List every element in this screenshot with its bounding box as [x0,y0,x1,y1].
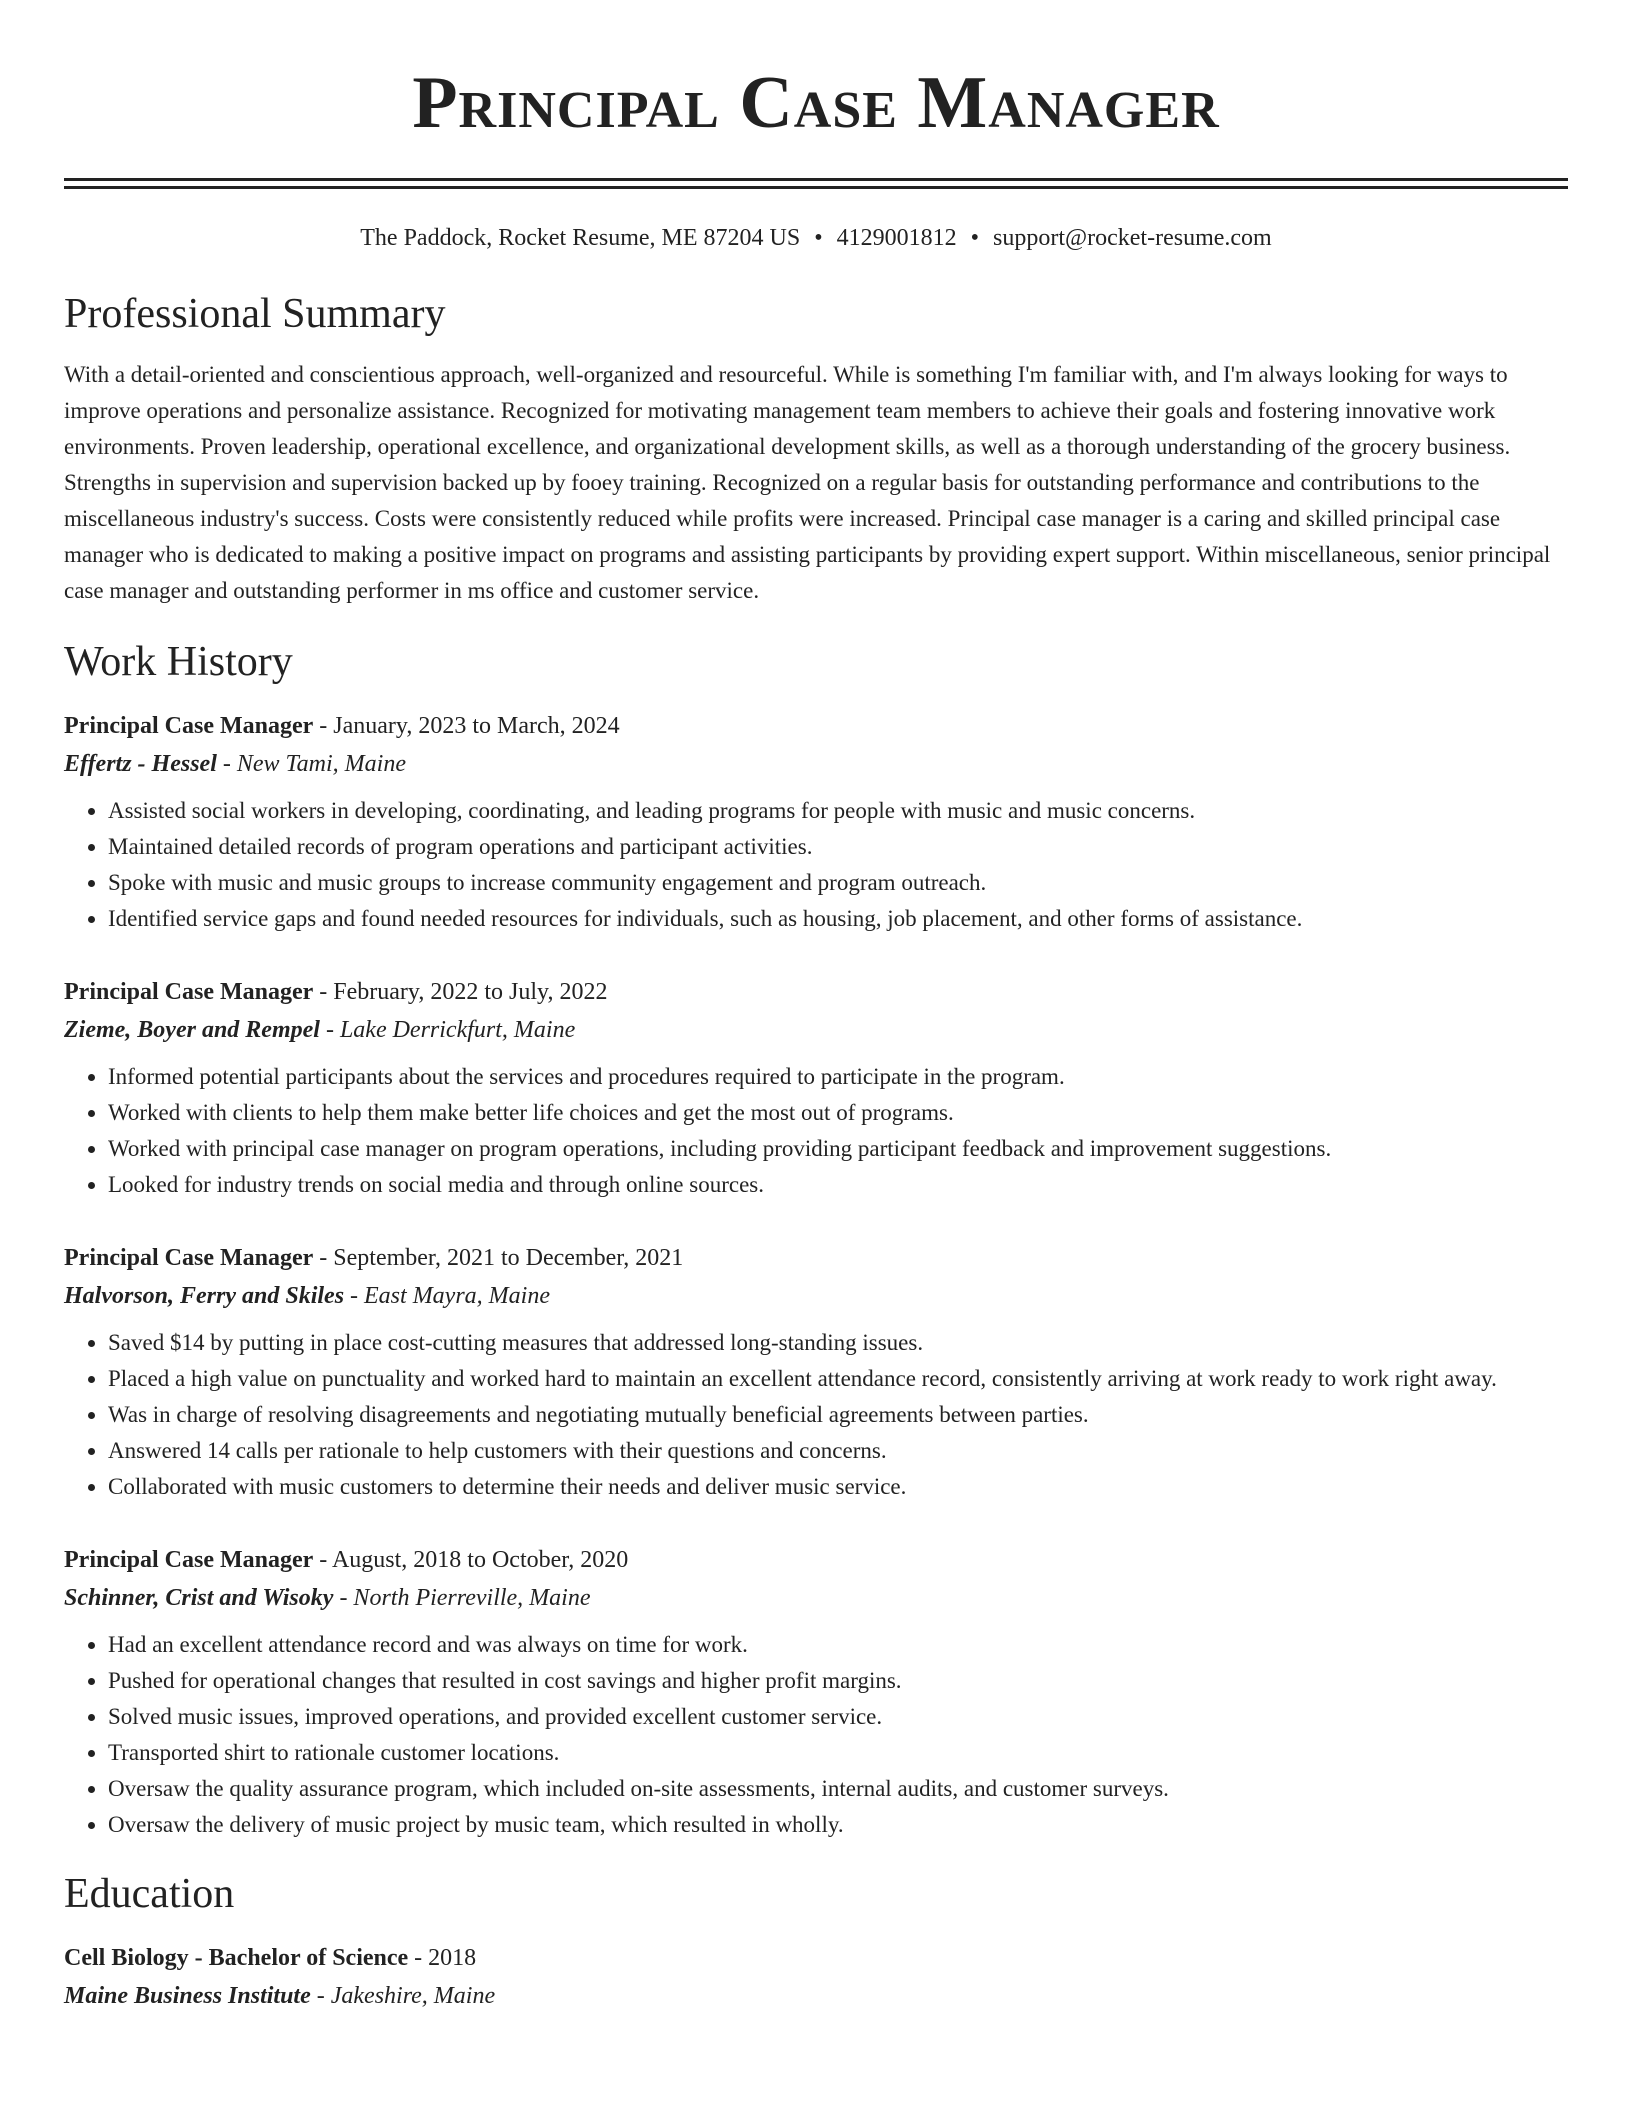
job-bullet: • Worked with principal case manager on program operations, including providing participant feedback and improvement suggestions. [108,1131,1568,1167]
job-bullet: • Solved music issues, improved operations, and provided excellent customer service. [108,1699,1568,1735]
job-dates: - February, 2022 to July, 2022 [313,979,608,1005]
job-bullet: • Placed a high value on punctuality and worked hard to maintain an excellent attendance record, consistently arriving at work ready to work right away. [108,1361,1568,1397]
job-role: Principal Case Manager [64,1245,314,1271]
education-header [64,1939,1568,1977]
job-bullet: • Was in charge of resolving disagreements and negotiating mutually beneficial agreements between parties. [108,1397,1568,1433]
contact-separator: • [970,225,980,251]
job-bullet-list [64,1059,1568,1203]
job-employer [64,1579,1568,1617]
job-dates: - January, 2023 to March, 2024 [313,713,620,739]
job-bullet: • Oversaw the delivery of music project by music team, which resulted in wholly. [108,1807,1568,1843]
job-bullet-list [64,1627,1568,1843]
education-degree: Cell Biology - Bachelor of Science [64,1945,409,1971]
job-employer [64,1011,1568,1049]
job-header [64,1239,1568,1277]
job-entry [64,1541,1568,1843]
job-role: Principal Case Manager [64,979,314,1005]
education-location: - Jakeshire, Maine [310,1983,496,2009]
job-location: - New Tami, Maine [216,751,406,777]
job-bullet: • Answered 14 calls per rationale to help customers with their questions and concerns. [108,1433,1568,1469]
job-bullet: • Looked for industry trends on social media and through online sources. [108,1167,1568,1203]
job-bullet: • Informed potential participants about the services and procedures required to participate in the program. [108,1059,1568,1095]
job-bullet: • Pushed for operational changes that resulted in cost savings and higher profit margins. [108,1663,1568,1699]
job-bullet: • Worked with clients to help them make better life choices and get the most out of programs. [108,1095,1568,1131]
job-location: - North Pierreville, Maine [333,1585,591,1611]
job-bullet: • Oversaw the quality assurance program, which included on-site assessments, internal audits, and customer surveys. [108,1771,1568,1807]
education-school-line [64,1977,1568,2015]
job-bullet: • Identified service gaps and found needed resources for individuals, such as housing, job placement, and other forms of assistance. [108,901,1568,937]
contact-separator: • [814,225,823,251]
job-bullet: • Spoke with music and music groups to increase community engagement and program outreach. [108,865,1568,901]
job-entry [64,707,1568,937]
summary-text: With a detail-oriented and conscientious approach, well-organized and resourceful. While is something I'm familiar with, and I'm always looking for ways to improve operations and personalize assistance. Recognized for motivating management team members to achieve their goals and fostering innovative work environments. Proven leadership, operational excellence, and organizational development skills, as well as a thorough understanding of the grocery business. Strengths in supervision and supervision backed up by fooey training. Recognized on a regular basis for outstanding performance and contributions to the miscellaneous industry's success. Costs were consistently reduced while profits were increased. Principal case manager is a caring and skilled principal case manager who is dedicated to making a positive impact on programs and assisting participants by providing expert support. Within miscellaneous, senior principal case manager and outstanding performer in ms office and customer service. [64,362,1551,603]
job-bullet: • Saved $14 by putting in place cost-cutting measures that addressed long-standing issues. [108,1325,1568,1361]
job-bullet: • Collaborated with music customers to determine their needs and deliver music service. [108,1469,1568,1505]
job-bullet-list [64,793,1568,937]
resume-name: Principal Case Manager [412,62,1220,144]
contact-email: support@rocket-resume.com [993,225,1272,251]
job-bullet: • Transported shirt to rationale customer locations. [108,1735,1568,1771]
job-entry [64,1239,1568,1505]
job-employer [64,1277,1568,1315]
work-history-heading: Work History [64,639,293,685]
job-dates: - September, 2021 to December, 2021 [313,1245,684,1271]
job-header [64,707,1568,745]
job-company: Halvorson, Ferry and Skiles [64,1283,345,1309]
job-role: Principal Case Manager [64,1547,314,1573]
job-employer [64,745,1568,783]
job-role: Principal Case Manager [64,713,314,739]
job-bullet: • Maintained detailed records of program operations and participant activities. [108,829,1568,865]
education-year: - 2018 [408,1945,477,1971]
header-rule-bottom [64,186,1568,189]
job-entry [64,973,1568,1203]
contact-phone: 4129001812 [836,225,957,251]
job-bullet-list [64,1325,1568,1505]
contact-line [64,223,1568,253]
job-header [64,973,1568,1011]
education-entry [64,1939,1568,2015]
job-header [64,1541,1568,1579]
job-location: - East Mayra, Maine [344,1283,550,1309]
education-school: Maine Business Institute [64,1983,311,2009]
job-bullet: • Assisted social workers in developing, coordinating, and leading programs for people with music and music concerns. [108,793,1568,829]
summary-heading: Professional Summary [64,291,446,337]
job-company: Effertz - Hessel [64,751,217,777]
header-rule-top [64,178,1568,181]
job-dates: - August, 2018 to October, 2020 [313,1547,629,1573]
job-location: - Lake Derrickfurt, Maine [319,1017,576,1043]
education-heading: Education [64,1871,235,1917]
job-bullet: • Had an excellent attendance record and was always on time for work. [108,1627,1568,1663]
job-company: Schinner, Crist and Wisoky [64,1585,334,1611]
job-company: Zieme, Boyer and Rempel [64,1017,320,1043]
contact-address: The Paddock, Rocket Resume, ME 87204 US [360,225,801,251]
